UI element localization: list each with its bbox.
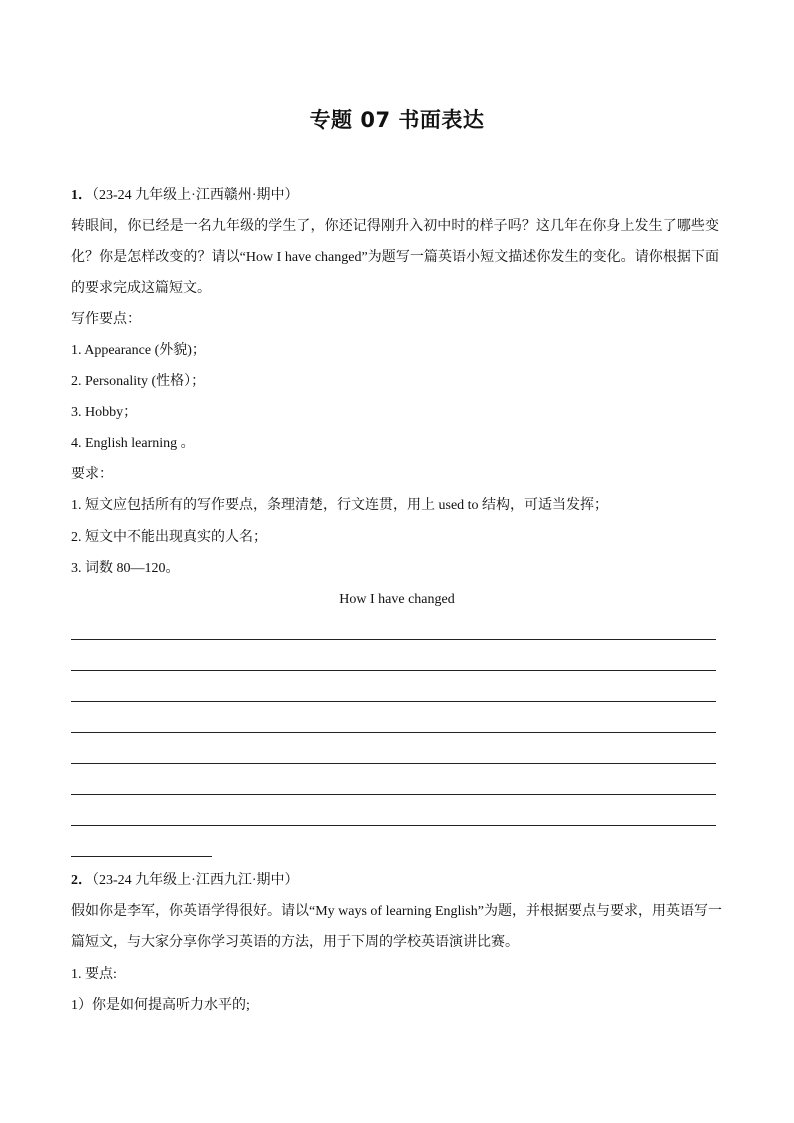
question-2-body-line: 假如你是李军，你英语学得很好。请以“My ways of learning English”为题，并根据要点与要求，用英语写一 xyxy=(71,904,722,919)
answer-line xyxy=(71,701,716,702)
question-2-number: 2． xyxy=(71,873,92,888)
question-1-number: 1． xyxy=(71,188,92,203)
question-2-point: 1）你是如何提高听力水平的; xyxy=(71,998,250,1013)
answer-line xyxy=(71,639,716,640)
question-1-header xyxy=(71,187,299,205)
question-1-point: 3. Hobby； xyxy=(71,405,138,420)
question-1-requirement: 1. 短文应包括所有的写作要点，条理清楚，行文连贯，用上 used to 结构，可适当发挥； xyxy=(71,498,609,513)
question-2-points-heading: 1. 要点: xyxy=(71,967,117,982)
question-2-body-line: 篇短文，与大家分享你学习英语的方法，用于下周的学校英语演讲比赛。 xyxy=(71,935,519,950)
question-1-body-line: 的要求完成这篇短文。 xyxy=(71,281,211,296)
question-2-header xyxy=(71,872,299,890)
page-title: 专题 07 书面表达 xyxy=(309,108,485,132)
question-1-points-heading: 写作要点： xyxy=(71,312,141,327)
question-1-source: （23-24 九年级上·江西赣州·期中） xyxy=(92,188,299,203)
question-separator xyxy=(71,856,212,857)
question-1-body-line: 化？你是怎样改变的？请以“How I have changed”为题写一篇英语小短文描述你发生的变化。请你根据下面 xyxy=(71,250,719,265)
question-1-requirement: 3. 词数 80—120。 xyxy=(71,561,180,576)
question-1-point: 1. Appearance (外貌)； xyxy=(71,343,206,358)
answer-line xyxy=(71,763,716,764)
question-1-requirements-heading: 要求： xyxy=(71,467,113,482)
question-1-point: 2. Personality (性格）； xyxy=(71,374,206,389)
answer-line xyxy=(71,794,716,795)
question-1-body-line: 转眼间，你已经是一名九年级的学生了，你还记得刚升入初中时的样子吗？这几年在你身上发生了哪些变 xyxy=(71,219,719,234)
essay-title: How I have changed xyxy=(339,592,455,607)
answer-line xyxy=(71,825,716,826)
question-1-point: 4. English learning 。 xyxy=(71,436,195,451)
answer-line xyxy=(71,732,716,733)
answer-line xyxy=(71,670,716,671)
question-2-source: （23-24 九年级上·江西九江·期中） xyxy=(92,873,299,888)
question-1-requirement: 2. 短文中不能出现真实的人名； xyxy=(71,530,267,545)
